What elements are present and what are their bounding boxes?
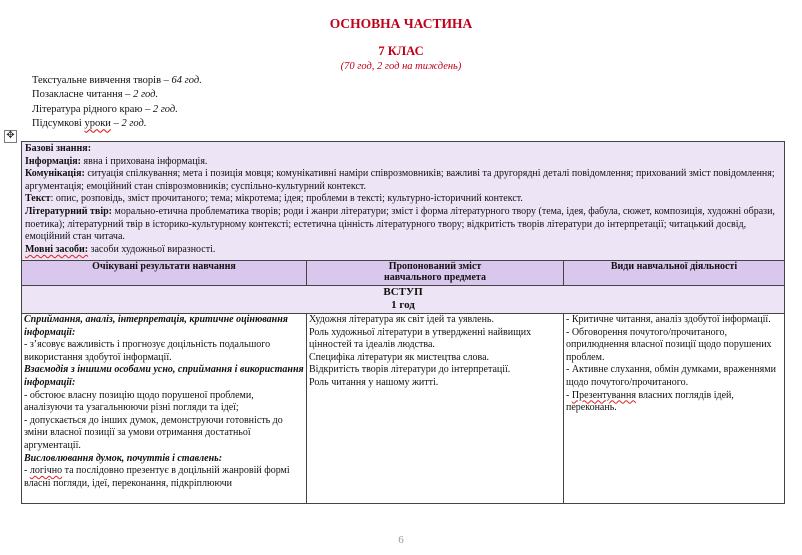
hours-note: (70 год, 2 год на тиждень) [340, 61, 462, 72]
section-intro-row: ВСТУП 1 год [22, 286, 784, 314]
column-header-outcomes: Очікувані результати навчання [22, 261, 307, 285]
content-cell: Художня література як світ ідей та уявлень. Роль художньої літератури в утвердженні найвищих цінностей та ідеалів людства. Специфіка літератури як мистецтва слова. Відкритість творів літератури до інтерпретації. Роль читання у нашому житті. [307, 314, 564, 504]
grade-heading: 7 КЛАС [378, 44, 424, 58]
basic-knowledge-block: Базові знання: Інформація: явна і прихована інформація. Комунікація: ситуація спілкування; мета і позиція мовця; комунікативні наміри співрозмовників; важливі та другорядні деталі повідомлення; прихований зміст повідомлення; аргументація; емоційний стан співрозмовників; суспільно-культурний контекст. Текст: опис, розповідь, зміст прочитаного; тема; мікротема; ідея; проблеми в тексті; культурно-історичний контекст. Літературний твір: морально-етична проблематика творів; роди і жанри літератури; зміст і форма літературного твору (тема, ідея, фабула, сюжет, композиція, художні образи, поетика); літературний твір в історико-культурному контексті; естетична цінність літературного твору; відкритість творів літератури до інтерпретації; читацький досвід, емоційний стан читача. Мовні засоби: засоби художньої виразності. [22, 142, 784, 261]
hours-item: Підсумкові уроки – 2 год. [32, 118, 147, 130]
page-number: 6 [398, 534, 404, 546]
section-heading: ОСНОВНА ЧАСТИНА [329, 16, 473, 31]
curriculum-table [21, 141, 785, 504]
hours-item: Література рідного краю – 2 год. [32, 103, 178, 115]
activities-cell: - Критичне читання, аналіз здобутої інформації. - Обговорення почутого/прочитаного, оприлюднення власної позиції щодо порушених проблем. - Активне слухання, обмін думками, враженнями щодо почутого/прочитаного. - Презентування власних поглядів ідей, переконань. [566, 314, 776, 414]
hours-item: Текстуальне вивчення творів – 64 год. [32, 75, 202, 86]
table-body-row [22, 314, 784, 504]
table-header-row [22, 261, 784, 286]
column-header-activities: Види навчальної діяльності [610, 261, 738, 272]
hours-distribution [32, 74, 202, 132]
outcomes-cell: Сприймання, аналіз, інтерпретація, критичне оцінювання інформації: - з’ясовує важливість і прогнозує доцільність подальшого використання здобутої інформації. Взаємодія з іншими особами усно, сприймання і використання інформації: - обстоює власну позицію щодо порушеної проблеми, аналізуючи та узагальнюючи різні погляди та ідеї; - допускається до інших думок, демонструючи готовність до зміни власної позиції за умови отримання достатньої аргументації. Висловлювання думок, почуттів і ставлень: - логічно та послідовно презентує в доцільній жанровій формі власні погляди, ідеї, переконання, підкріплюючи [22, 314, 307, 504]
table-move-handle-icon[interactable]: ✥ [4, 130, 17, 143]
column-header-content: Пропонований зміст навчального предмета [307, 261, 564, 285]
hours-item: Позакласне читання – 2 год. [32, 89, 159, 101]
